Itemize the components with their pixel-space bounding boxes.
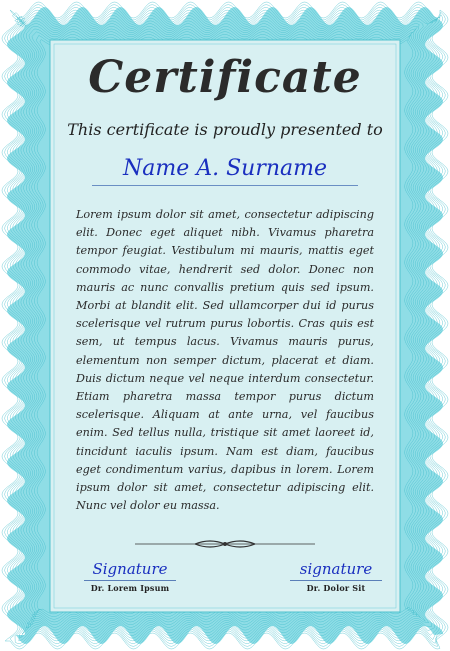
signature-right-line	[290, 580, 382, 581]
signature-right-name: Dr. Dolor Sit	[306, 583, 366, 593]
signature-right-script: signature	[299, 560, 373, 578]
signature-left-script: Signature	[92, 560, 168, 578]
signature-left	[80, 560, 180, 593]
signature-right	[286, 560, 386, 593]
certificate-body: Lorem ipsum dolor sit amet, consectetur adipiscing elit. Donec eget aliquet nibh. Vivamus pharetra tempor feugiat. Vestibulum mi mauris, mattis eget commodo vitae, hendrerit sed dolor. Donec non mauris ac nunc convallis pretium quis sed ipsum. Morbi at blandit elit. Sed ullamcorper dui id purus scelerisque vel rutrum purus lobortis. Cras quis est sem, ut tempus lacus. Vivamus mauris purus, elementum non semper dictum, placerat et diam. Duis dictum neque vel neque interdum consectetur. Etiam pharetra massa tempor purus dictum scelerisque. Aliquam at ante urna, vel faucibus enim. Sed tellus nulla, tristique sit amet laoreet id, tincidunt iaculis ipsum. Nam est diam, faucibus eget condimentum varius, dapibus in lorem. Lorem ipsum dolor sit amet, consectetur adipiscing elit. Nunc vel dolor eu massa.	[76, 208, 374, 513]
ornament-divider	[135, 536, 315, 552]
certificate-subtitle: This certificate is proudly presented to	[67, 120, 383, 139]
name-underline	[92, 185, 358, 186]
signature-left-name: Dr. Lorem Ipsum	[90, 583, 170, 593]
certificate-title: Certificate	[88, 52, 362, 103]
recipient-name: Name A. Surname	[122, 156, 328, 181]
signature-left-line	[84, 580, 176, 581]
